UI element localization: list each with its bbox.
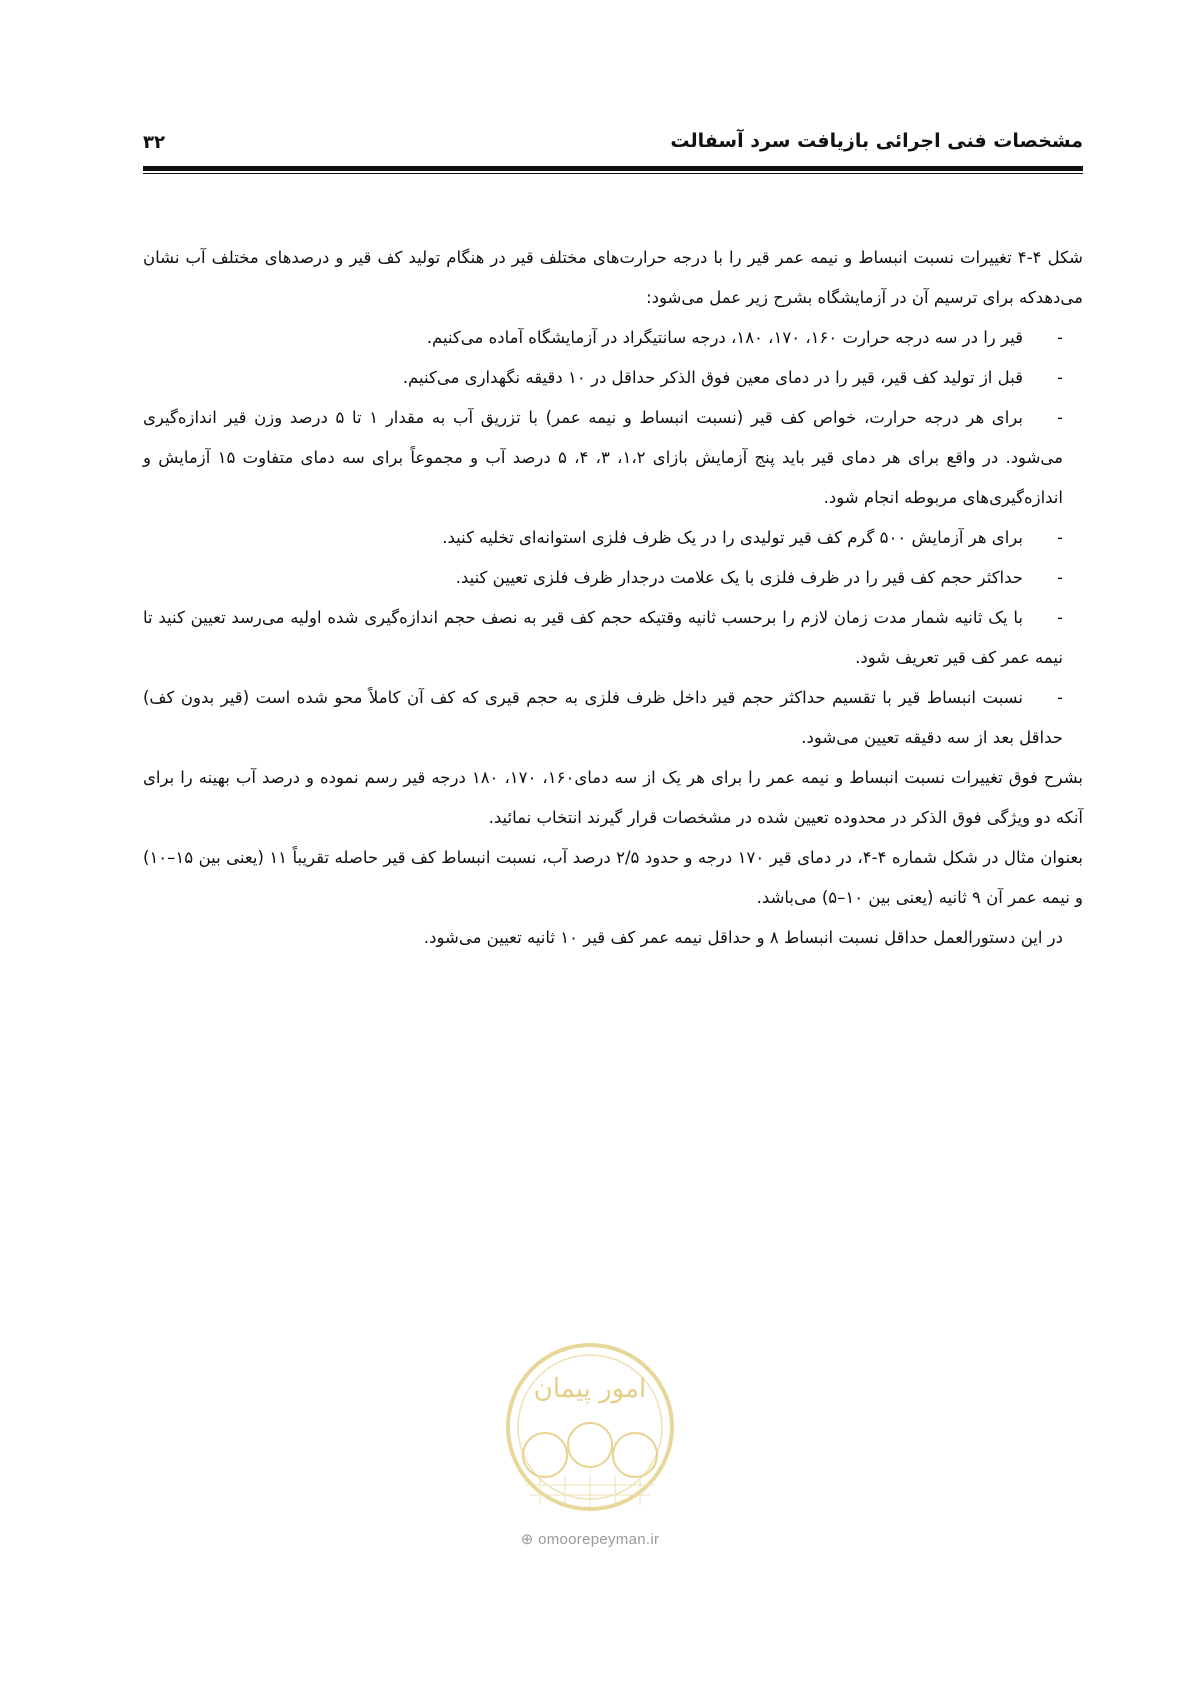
watermark-logo-text: امور پیمان [533,1374,647,1404]
list-item [143,318,1083,358]
list-item-text: قبل از تولید کف قیر، قیر را در دمای معین فوق الذکر حداقل در ۱۰ دقیقه نگهداری می‌کنیم. [402,368,1023,387]
list-item [143,518,1083,558]
list-item [143,558,1083,598]
dash-marker: - [1057,528,1063,547]
list-item [143,398,1083,518]
page-header [143,126,1083,160]
dash-marker: - [1057,408,1063,427]
list-item-text: برای هر درجه حرارت، خواص کف قیر (نسبت انبساط و نیمه عمر) با تزریق آب به مقدار ۱ تا ۵ درصد وزن قیر اندازه‌گیری می‌شود. در واقع برای هر دمای قیر باید پنج آزمایش بازای ۱،۲، ۳، ۴، ۵ درصد آب و مجموعاً برای سه دمای متفاوت ۱۵ آزمایش و اندازه‌گیری‌های مربوطه انجام شود. [143,408,1063,507]
header-rule-thin [143,173,1083,174]
intro-paragraph: شکل ۴-۴ تغییرات نسبت انبساط و نیمه عمر قیر را با درجه حرارت‌های مختلف قیر در هنگام تولید کف قیر و درصدهای مختلف آب نشان می‌دهدکه برای ترسیم آن در آزمایشگاه بشرح زیر عمل می‌شود: [143,248,1084,307]
document-title: مشخصات فنی اجرائی بازیافت سرد آسفالت [670,130,1083,152]
list-item [143,358,1083,398]
body-text [143,238,1083,958]
list-item-text: برای هر آزمایش ۵۰۰ گرم کف قیر تولیدی را در یک ظرف فلزی استوانه‌ای تخلیه کنید. [442,528,1023,547]
watermark-site [490,1530,690,1548]
list-item-text: با یک ثانیه شمار مدت زمان لازم را برحسب ثانیه وقتیکه حجم کف قیر به نصف حجم اندازه‌گیری شده اولیه می‌رسد تعیین کنید تا نیمه عمر کف قیر تعریف شود. [143,608,1063,667]
conclusion-paragraph: در این دستورالعمل حداقل نسبت انبساط ۸ و حداقل نیمه عمر کف قیر ۱۰ ثانیه تعیین می‌شود. [423,928,1063,947]
example-paragraph: بعنوان مثال در شکل شماره ۴-۴، در دمای قیر ۱۷۰ درجه و حدود ۲/۵ درصد آب، نسبت انبساط کف قیر حاصله تقریباً ۱۱ (یعنی بین ۱۵–۱۰) و نیمه عمر آن ۹ ثانیه (یعنی بین ۱۰–۵) می‌باشد. [143,848,1083,907]
list-item-text: قیر را در سه درجه حرارت ۱۶۰، ۱۷۰، ۱۸۰، درجه سانتیگراد در آزمایشگاه آماده می‌کنیم. [426,328,1023,347]
list-item [143,598,1083,678]
dash-marker: - [1057,608,1063,627]
globe-icon: ⊕ [520,1531,534,1548]
list-item-text: نسبت انبساط قیر با تقسیم حداکثر حجم قیر داخل ظرف فلزی به حجم قیری که کف آن کاملاً محو شده است (قیر بدون کف) حداقل بعد از سه دقیقه تعیین می‌شود. [143,688,1063,747]
dash-marker: - [1057,688,1063,707]
header-rule-thick [143,166,1083,171]
list-item-text: حداکثر حجم کف قیر را در ظرف فلزی با یک علامت درجدار ظرف فلزی تعیین کنید. [455,568,1023,587]
dash-marker: - [1057,328,1063,347]
dash-marker: - [1057,568,1063,587]
page-number: ۳۲ [143,132,165,153]
watermark-site-text: omoorepeyman.ir [538,1531,660,1548]
watermark-logo [490,1335,690,1525]
list-item [143,678,1083,758]
dash-marker: - [1057,368,1063,387]
closing-paragraph: بشرح فوق تغییرات نسبت انبساط و نیمه عمر را برای هر یک از سه دمای۱۶۰، ۱۷۰، ۱۸۰ درجه قیر رسم نموده و درصد آب بهینه را برای آنکه دو ویژگی فوق الذکر در محدوده تعیین شده در مشخصات قرار گیرند انتخاب نمائید. [143,768,1084,827]
